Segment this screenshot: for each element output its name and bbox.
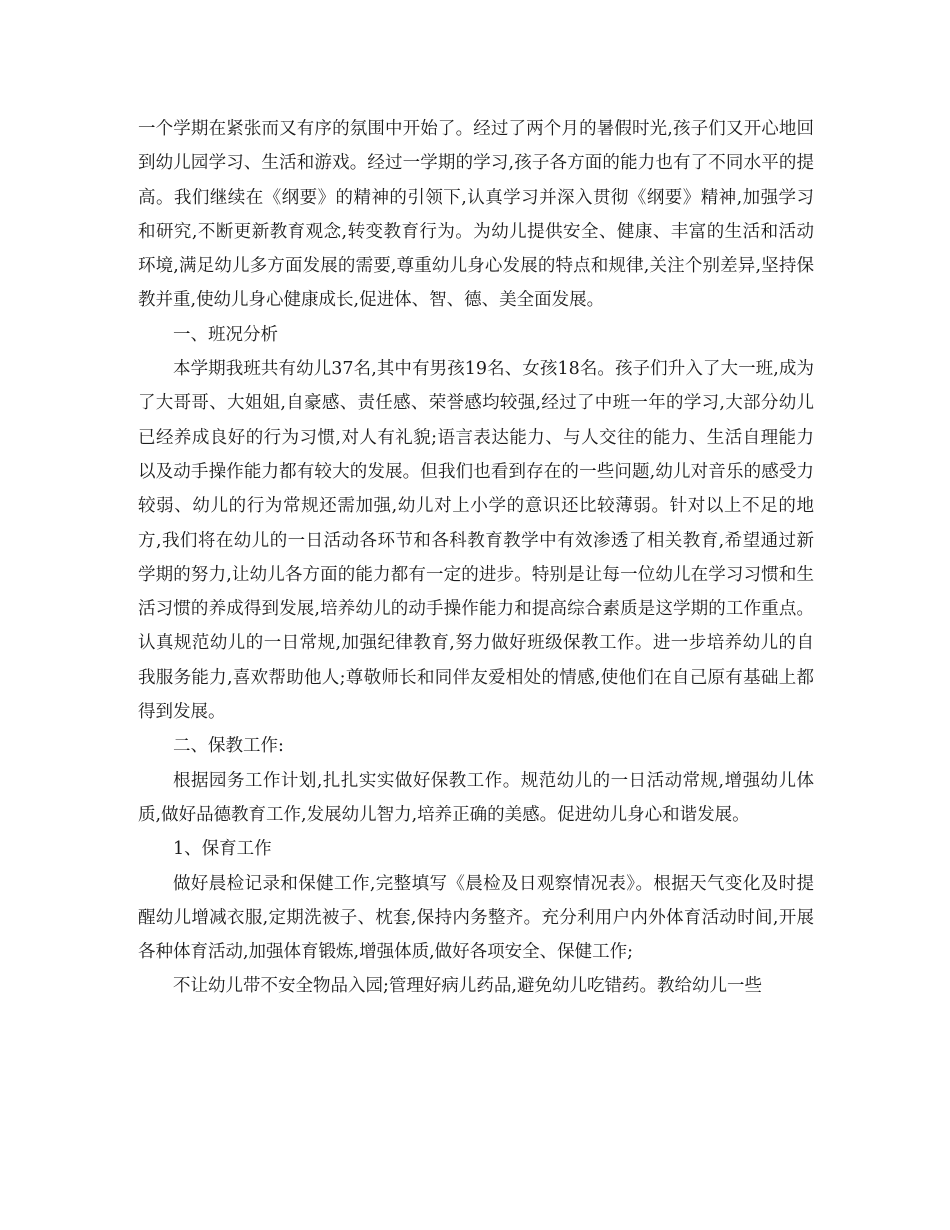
document-page bbox=[138, 112, 814, 1004]
section-heading-class-analysis: 一、班况分析 bbox=[173, 324, 278, 345]
section-heading-care-education: 二、保教工作: bbox=[173, 736, 284, 757]
paragraph-care-education: 根据园务工作计划,扎扎实实做好保教工作。规范幼儿的一日活动常规,增强幼儿体质,做好品德教育工作,发展幼儿智力,培养正确的美感。促进幼儿身心和谐发展。 bbox=[138, 770, 814, 825]
paragraph-intro: 一个学期在紧张而又有序的氛围中开始了。经过了两个月的暑假时光,孩子们又开心地回到幼儿园学习、生活和游戏。经过一学期的学习,孩子各方面的能力也有了不同水平的提高。我们继续在《纲要》的精神的引领下,认真学习并深入贯彻《纲要》精神,加强学习和研究,不断更新教育观念,转变教育行为。为幼儿提供安全、健康、丰富的生活和活动环境,满足幼儿多方面发展的需要,尊重幼儿身心发展的特点和规律,关注个别差异,坚持保教并重,使幼儿身心健康成长,促进体、智、德、美全面发展。 bbox=[138, 119, 814, 311]
paragraph-nursing: 做好晨检记录和保健工作,完整填写《晨检及日观察情况表》。根据天气变化及时提醒幼儿增减衣服,定期洗被子、枕套,保持内务整齐。充分利用户内外体育活动时间,开展各种体育活动,加强体育锻炼,增强体质,做好各项安全、保健工作; bbox=[138, 873, 814, 963]
subsection-heading-nursing: 1、保育工作 bbox=[173, 839, 272, 860]
paragraph-safety: 不让幼儿带不安全物品入园;管理好病儿药品,避免幼儿吃错药。教给幼儿一些 bbox=[173, 976, 762, 997]
paragraph-class-analysis: 本学期我班共有幼儿37名,其中有男孩19名、女孩18名。孩子们升入了大一班,成为了大哥哥、大姐姐,自豪感、责任感、荣誉感均较强,经过了中班一年的学习,大部分幼儿已经养成良好的行为习惯,对人有礼貌;语言表达能力、与人交往的能力、生活自理能力以及动手操作能力都有较大的发展。但我们也看到存在的一些问题,幼儿对音乐的感受力较弱、幼儿的行为常规还需加强,幼儿对上小学的意识还比较薄弱。针对以上不足的地方,我们将在幼儿的一日活动各环节和各科教育教学中有效渗透了相关教育,希望通过新学期的努力,让幼儿各方面的能力都有一定的进步。特别是让每一位幼儿在学习习惯和生活习惯的养成得到发展,培养幼儿的动手操作能力和提高综合素质是这学期的工作重点。认真规范幼儿的一日常规,加强纪律教育,努力做好班级保教工作。进一步培养幼儿的自我服务能力,喜欢帮助他人;尊敬师长和同伴友爱相处的情感,使他们在自己原有基础上都得到发展。 bbox=[138, 359, 814, 723]
